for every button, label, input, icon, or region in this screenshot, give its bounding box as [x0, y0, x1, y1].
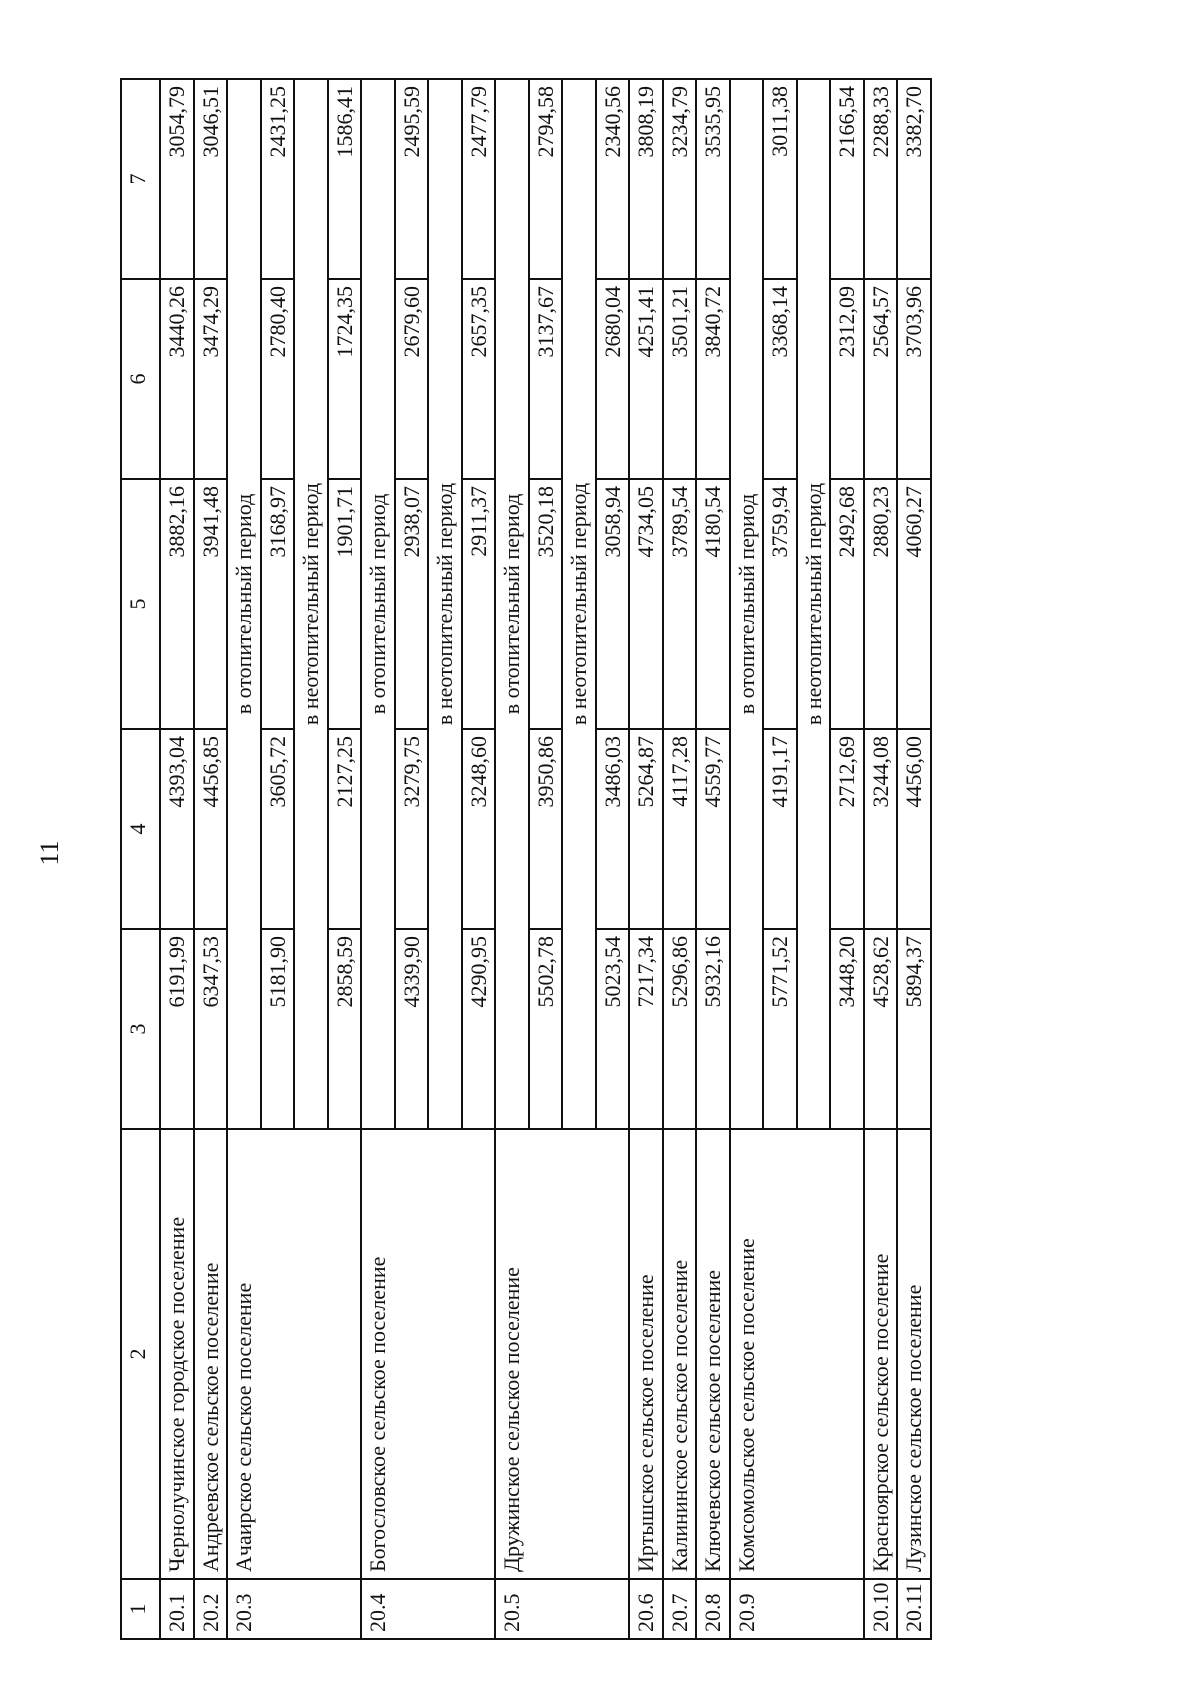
row-number: 20.8 [696, 1579, 730, 1639]
value-cell: 3941,48 [194, 479, 228, 729]
value-cell: 4456,00 [897, 729, 931, 929]
value-cell: 4559,77 [696, 729, 730, 929]
value-cell: 3011,38 [763, 79, 797, 279]
value-cell: 2312,09 [830, 279, 864, 479]
value-cell: 2431,25 [261, 79, 295, 279]
header-cell: 4 [121, 729, 160, 929]
value-cell: 3789,54 [663, 479, 697, 729]
period-label-nonheating: в неотопительный период [797, 79, 831, 1129]
value-cell: 5296,86 [663, 929, 697, 1129]
value-cell: 3520,18 [529, 479, 563, 729]
header-cell: 5 [121, 479, 160, 729]
value-cell: 3474,29 [194, 279, 228, 479]
value-cell: 3054,79 [160, 79, 194, 279]
value-cell: 2880,23 [864, 479, 898, 729]
value-cell: 4456,85 [194, 729, 228, 929]
settlement-name: Иртышское сельское поселение [629, 1129, 663, 1579]
row-number: 20.5 [495, 1579, 629, 1639]
header-row [121, 79, 160, 1639]
value-cell: 5264,87 [629, 729, 663, 929]
value-cell: 3759,94 [763, 479, 797, 729]
value-cell: 4117,28 [663, 729, 697, 929]
table-row [730, 79, 764, 1639]
value-cell: 3882,16 [160, 479, 194, 729]
value-cell: 3950,86 [529, 729, 563, 929]
value-cell: 3382,70 [897, 79, 931, 279]
value-cell: 3703,96 [897, 279, 931, 479]
value-cell: 2712,69 [830, 729, 864, 929]
value-cell: 2858,59 [328, 929, 362, 1129]
table-row [696, 79, 730, 1639]
value-cell: 2657,35 [462, 279, 496, 479]
value-cell: 5771,52 [763, 929, 797, 1129]
value-cell: 5932,16 [696, 929, 730, 1129]
value-cell: 2492,68 [830, 479, 864, 729]
value-cell: 1724,35 [328, 279, 362, 479]
value-cell: 4339,90 [395, 929, 429, 1129]
settlement-name: Дружинское сельское поселение [495, 1129, 629, 1579]
value-cell: 5023,54 [596, 929, 630, 1129]
value-cell: 2564,57 [864, 279, 898, 479]
value-cell: 4060,27 [897, 479, 931, 729]
table-row [629, 79, 663, 1639]
header-cell: 2 [121, 1129, 160, 1579]
value-cell: 2911,37 [462, 479, 496, 729]
value-cell: 4180,54 [696, 479, 730, 729]
row-number: 20.2 [194, 1579, 228, 1639]
value-cell: 5181,90 [261, 929, 295, 1129]
value-cell: 3440,26 [160, 279, 194, 479]
value-cell: 4290,95 [462, 929, 496, 1129]
value-cell: 3808,19 [629, 79, 663, 279]
value-cell: 6347,53 [194, 929, 228, 1129]
value-cell: 4734,05 [629, 479, 663, 729]
value-cell: 3058,94 [596, 479, 630, 729]
table-row [897, 79, 931, 1639]
row-number: 20.7 [663, 1579, 697, 1639]
header-cell: 3 [121, 929, 160, 1129]
value-cell: 2127,25 [328, 729, 362, 929]
value-cell: 1901,71 [328, 479, 362, 729]
settlement-name: Комсомольское сельское поселение [730, 1129, 864, 1579]
value-cell: 5894,37 [897, 929, 931, 1129]
value-cell: 3448,20 [830, 929, 864, 1129]
table-row [160, 79, 194, 1639]
value-cell: 2166,54 [830, 79, 864, 279]
value-cell: 3248,60 [462, 729, 496, 929]
value-cell: 3368,14 [763, 279, 797, 479]
settlement-name: Ключевское сельское поселение [696, 1129, 730, 1579]
value-cell: 4251,41 [629, 279, 663, 479]
row-number: 20.6 [629, 1579, 663, 1639]
rotated-table-container [120, 80, 1050, 1640]
value-cell: 4528,62 [864, 929, 898, 1129]
value-cell: 3840,72 [696, 279, 730, 479]
header-cell: 1 [121, 1579, 160, 1639]
table-row [495, 79, 529, 1639]
settlement-name: Ачаирское сельское поселение [227, 1129, 361, 1579]
value-cell: 2938,07 [395, 479, 429, 729]
period-label-heating: в отопительный период [227, 79, 261, 1129]
value-cell: 4191,17 [763, 729, 797, 929]
value-cell: 3605,72 [261, 729, 295, 929]
value-cell: 1586,41 [328, 79, 362, 279]
period-label-nonheating: в неотопительный период [294, 79, 328, 1129]
value-cell: 3046,51 [194, 79, 228, 279]
settlement-name: Андреевское сельское поселение [194, 1129, 228, 1579]
period-label-heating: в отопительный период [730, 79, 764, 1129]
value-cell: 3535,95 [696, 79, 730, 279]
value-cell: 3137,67 [529, 279, 563, 479]
row-number: 20.9 [730, 1579, 864, 1639]
value-cell: 6191,99 [160, 929, 194, 1129]
row-number: 20.4 [361, 1579, 495, 1639]
row-number: 20.1 [160, 1579, 194, 1639]
period-label-nonheating: в неотопительный период [428, 79, 462, 1129]
value-cell: 2794,58 [529, 79, 563, 279]
value-cell: 3279,75 [395, 729, 429, 929]
settlement-name: Чернолучинское городское поселение [160, 1129, 194, 1579]
value-cell: 2679,60 [395, 279, 429, 479]
row-number: 20.10 [864, 1579, 898, 1639]
value-cell: 3168,97 [261, 479, 295, 729]
row-number: 20.3 [227, 1579, 361, 1639]
page-number: 11 [35, 840, 64, 866]
period-label-nonheating: в неотопительный период [562, 79, 596, 1129]
header-cell: 6 [121, 279, 160, 479]
value-cell: 3486,03 [596, 729, 630, 929]
value-cell: 5502,78 [529, 929, 563, 1129]
value-cell: 3244,08 [864, 729, 898, 929]
row-number: 20.11 [897, 1579, 931, 1639]
settlement-name: Калининское сельское поселение [663, 1129, 697, 1579]
value-cell: 3501,21 [663, 279, 697, 479]
table-row [663, 79, 697, 1639]
value-cell: 2477,79 [462, 79, 496, 279]
settlement-name: Богословское сельское поселение [361, 1129, 495, 1579]
period-label-heating: в отопительный период [495, 79, 529, 1129]
value-cell: 4393,04 [160, 729, 194, 929]
table-row [227, 79, 261, 1639]
header-cell: 7 [121, 79, 160, 279]
period-label-heating: в отопительный период [361, 79, 395, 1129]
tariff-table [120, 78, 932, 1640]
table-row [194, 79, 228, 1639]
table-row [864, 79, 898, 1639]
value-cell: 2340,56 [596, 79, 630, 279]
value-cell: 2780,40 [261, 279, 295, 479]
value-cell: 2495,59 [395, 79, 429, 279]
value-cell: 2680,04 [596, 279, 630, 479]
table-row [361, 79, 395, 1639]
settlement-name: Красноярское сельское поселение [864, 1129, 898, 1579]
value-cell: 2288,33 [864, 79, 898, 279]
value-cell: 3234,79 [663, 79, 697, 279]
settlement-name: Лузинское сельское поселение [897, 1129, 931, 1579]
value-cell: 7217,34 [629, 929, 663, 1129]
